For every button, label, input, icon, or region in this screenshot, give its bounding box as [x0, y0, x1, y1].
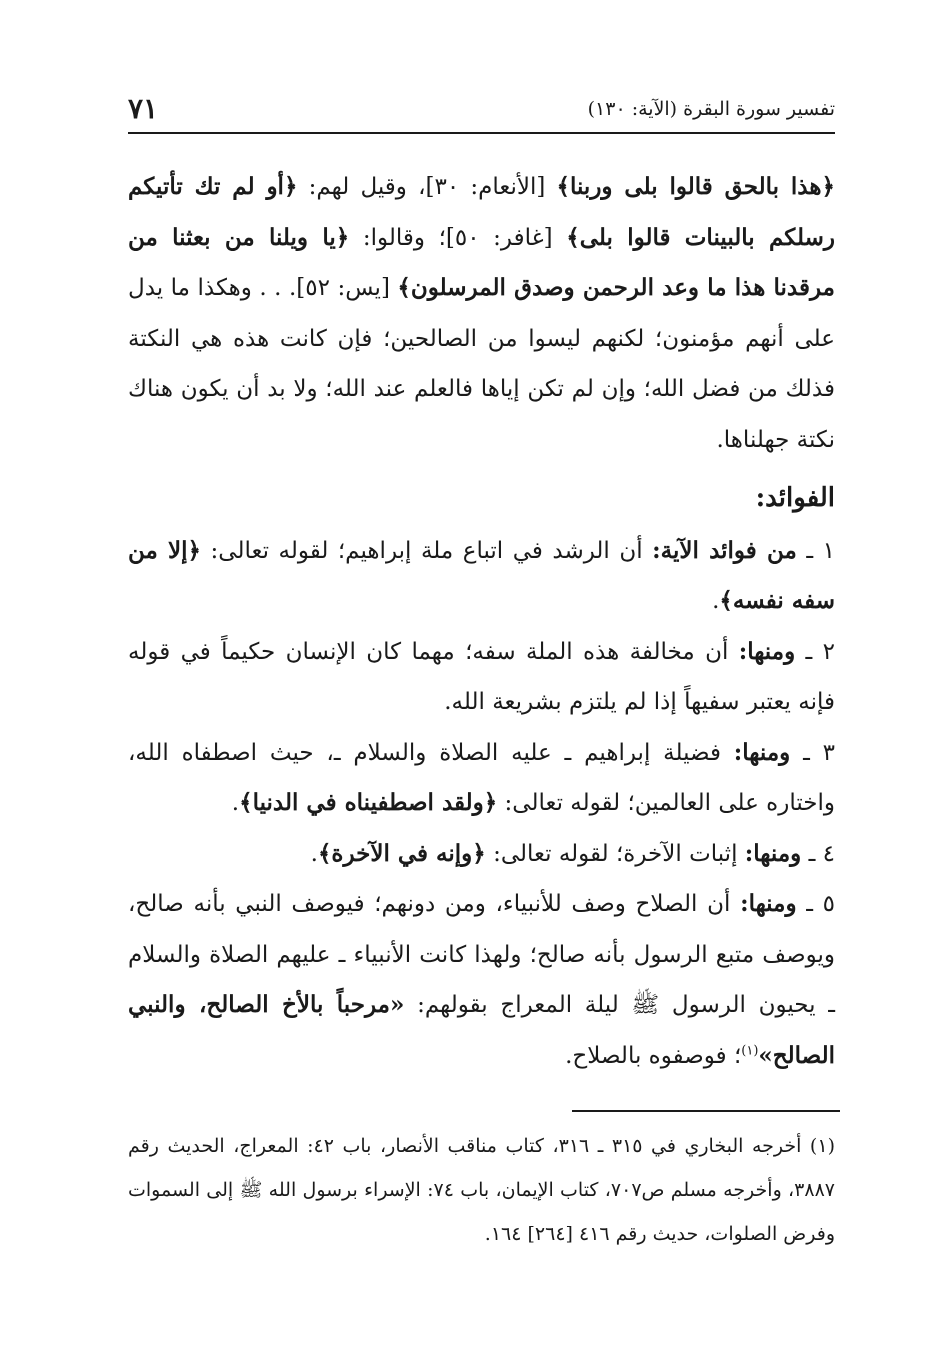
- citation-text: [الأنعام: ٣٠]، وقيل لهم:: [297, 174, 557, 200]
- paragraph-text: [يس: ٥٢]. . . وهكذا ما يدل على أنهم مؤمنون؛ لكنهم ليسوا من الصالحين؛ فإن كانت هذه هي النكتة فذلك من فضل الله؛ وإن لم تكن إياها فالعلم عند الله؛ ولا بد أن يكون هناك نكتة جهلناها.: [128, 275, 835, 453]
- footnote-separator: [572, 1110, 840, 1112]
- body-text: [128, 162, 835, 1081]
- item-number: ٤ ـ: [801, 840, 835, 867]
- item-text: إثبات الآخرة؛ لقوله تعالى:: [485, 840, 745, 867]
- quran-quote: ﴿أو لم تك تأتيكم رسلكم بالبينات قالوا بلى﴾: [128, 173, 835, 251]
- item-label: ومنها:: [738, 637, 796, 665]
- item-tail: .: [712, 588, 720, 614]
- item-text: أن الصلاح وصف للأنبياء، ومن دونهم؛ فيوصف النبي بأنه صالح، ويوصف متبع الرسول بأنه صالح؛ ولهذا كانت الأنبياء ـ عليهم الصلاة والسلام ـ يحيون الرسول ﷺ ليلة المعراج بقولهم:: [128, 891, 836, 1018]
- item-tail: .: [310, 840, 318, 867]
- benefit-item: [128, 879, 835, 1081]
- quran-quote: ﴿هذا بالحق قالوا بلى وربنا﴾: [556, 173, 835, 200]
- footnote-reference[interactable]: (١): [741, 1042, 759, 1058]
- benefit-item: [128, 728, 835, 829]
- quran-quote: ﴿يا ويلنا من بعثنا من مرقدنا هذا ما وعد الرحمن وصدق المرسلون﴾: [128, 223, 835, 301]
- item-number: ١ ـ: [796, 537, 835, 564]
- item-text: أن الرشد في اتباع ملة إبراهيم؛ لقوله تعالى:: [201, 537, 653, 564]
- item-text: فضيلة إبراهيم ـ عليه الصلاة والسلام ـ، حيث اصطفاه الله، واختاره على العالمين؛ لقوله تعالى:: [128, 739, 835, 816]
- item-tail: .: [231, 790, 240, 816]
- section-heading: الفوائد:: [755, 483, 835, 513]
- item-number: ٢ ـ: [795, 638, 835, 665]
- header-title: تفسير سورة البقرة (الآية: ١٣٠): [587, 98, 835, 120]
- item-text: أن مخالفة هذه الملة سفه؛ مهما كان الإنسان حكيماً في قوله فإنه يعتبر سفيهاً إذا لم يلتزم بشريعة الله.: [128, 638, 835, 715]
- quran-quote: ﴿إلا من سفه نفسه﴾: [128, 536, 835, 614]
- intro-paragraph: [128, 162, 835, 465]
- item-label: ومنها:: [733, 738, 791, 766]
- footnote: [128, 1124, 835, 1256]
- footnote-text: (١) أخرجه البخاري في ٣١٥ ـ ٣١٦، كتاب مناقب الأنصار، باب ٤٢: المعراج، الحديث رقم ٣٨٨٧، وأخرجه مسلم ص٧٠٧، كتاب الإيمان، باب ٧٤: الإسراء برسول الله ﷺ إلى السموات وفرض الصلوات، حديث رقم ٤١٦ [٢٦٤] ١٦٤.: [128, 1135, 835, 1245]
- hadith-quote: «مرحباً بالأخ الصالح، والنبي الصالح»: [128, 991, 835, 1069]
- item-number: ٥ ـ: [796, 891, 835, 917]
- quran-quote: ﴿وإنه في الآخرة﴾: [317, 839, 486, 867]
- benefit-item: [128, 526, 835, 627]
- item-label: من فوائد الآية:: [652, 536, 797, 564]
- citation-text: [غافر: ٥٠]؛ وقالوا:: [349, 224, 567, 251]
- running-header: [128, 92, 835, 134]
- item-number: ٣ ـ: [790, 739, 835, 766]
- item-tail: ؛ فوصفوه بالصلاح.: [565, 1042, 742, 1069]
- page-number: ٧١: [128, 92, 159, 125]
- item-label: ومنها:: [744, 839, 802, 867]
- item-label: ومنها:: [740, 890, 797, 917]
- quran-quote: ﴿ولقد اصطفيناه في الدنيا﴾: [239, 789, 498, 816]
- benefit-item: [128, 627, 835, 728]
- benefit-item: [128, 829, 835, 880]
